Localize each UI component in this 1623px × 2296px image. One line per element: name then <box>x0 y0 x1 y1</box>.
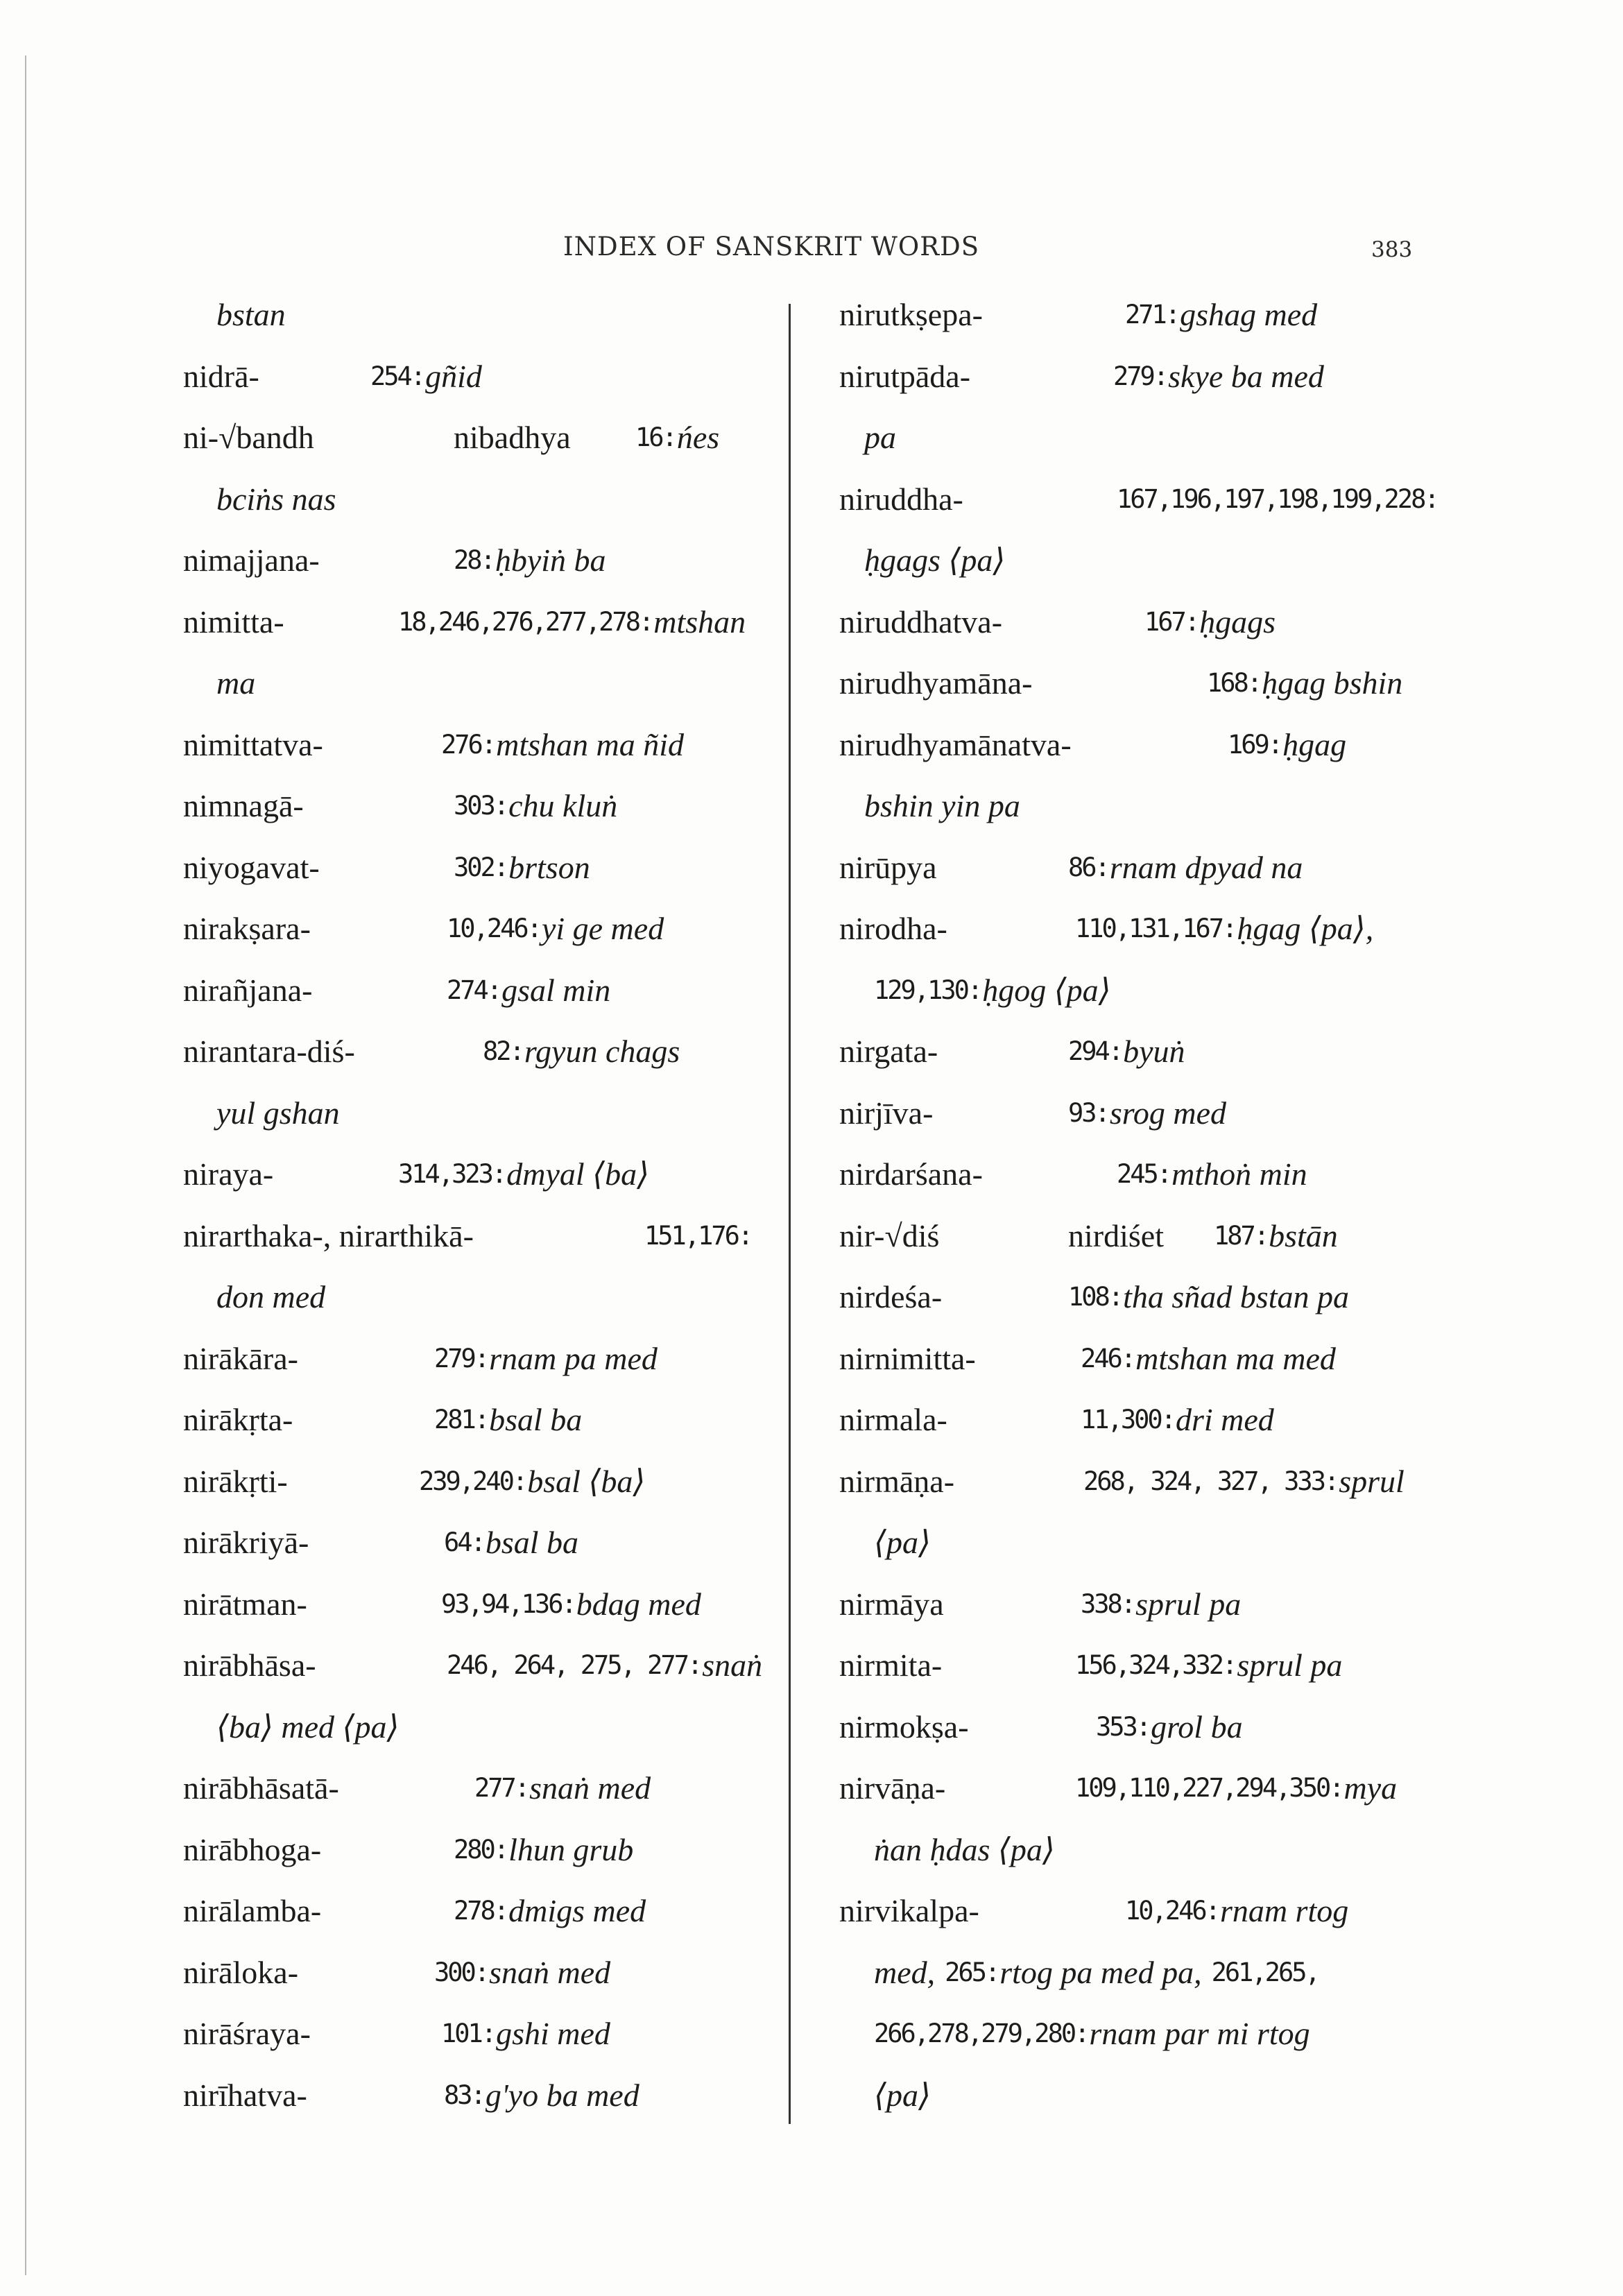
index-entry <box>839 1206 1408 1267</box>
page-refs: 18,246,276,277,278: <box>398 606 653 637</box>
headword: nirābhāsatā- <box>183 1770 339 1806</box>
headword: nirātman- <box>183 1586 307 1622</box>
tibetan-equivalent: mthoṅ min <box>1171 1156 1307 1192</box>
headword: nirvikalpa- <box>839 1893 979 1928</box>
headword: niraya- <box>183 1156 274 1192</box>
headword: nirnimitta- <box>839 1340 976 1376</box>
tibetan-equivalent: brtson <box>508 849 590 885</box>
column-divider <box>789 304 791 2124</box>
page-refs: 101: <box>441 2019 495 2048</box>
headword: nirmokṣa- <box>839 1708 969 1745</box>
index-entry <box>183 714 752 776</box>
headword: nirudhyamāna- <box>839 665 1033 701</box>
index-entry <box>183 1389 752 1451</box>
tibetan-equivalent: gshi med <box>496 2016 610 2051</box>
right-column <box>839 284 1438 2126</box>
tibetan-equivalent: grol ba <box>1151 1708 1243 1745</box>
tibetan-equivalent: gñid <box>425 358 482 394</box>
headword: nirūpya <box>839 849 937 885</box>
index-entry <box>183 1328 752 1390</box>
index-entry <box>839 469 1438 531</box>
headword: nirāśraya- <box>183 2016 311 2051</box>
index-entry <box>839 592 1408 653</box>
index-entry <box>839 1144 1408 1206</box>
tibetan-equivalent: sprul <box>1339 1463 1405 1499</box>
continuation-text: pa <box>864 420 896 455</box>
headword: nirmāya <box>839 1586 944 1622</box>
page-refs: 300: <box>434 1957 488 1987</box>
page-refs: 338: <box>1081 1588 1135 1619</box>
tibetan-equivalent: mtshan <box>653 603 746 640</box>
tibetan-equivalent: bdag med <box>576 1586 701 1622</box>
index-entry <box>183 1758 752 1819</box>
index-entry <box>183 2003 752 2065</box>
tibetan-equivalent: dmigs med <box>508 1893 646 1928</box>
headword: nirantara-diś- <box>183 1034 355 1069</box>
tibetan-equivalent: lhun grub <box>508 1831 634 1867</box>
index-entry <box>839 898 1408 960</box>
tibetan-equivalent: gshag med <box>1180 297 1318 332</box>
index-entry <box>183 960 752 1022</box>
page-refs: 83: <box>444 2080 484 2110</box>
continuation-text: rtog pa med pa, <box>999 1954 1202 1990</box>
tibetan-equivalent: bsal ba <box>485 1525 579 1560</box>
page-refs: 353: <box>1096 1711 1150 1742</box>
index-entry <box>183 1206 752 1267</box>
index-entry <box>183 1635 763 1697</box>
tibetan-equivalent: ḥgag bshin <box>1262 665 1403 701</box>
tibetan-equivalent: snaṅ <box>702 1647 763 1683</box>
index-entry <box>839 1021 1408 1083</box>
continuation-text: yul gshan <box>216 1095 340 1131</box>
tibetan-equivalent: rnam dpyad na <box>1109 849 1303 885</box>
index-entry <box>839 1328 1408 1390</box>
page-refs: 167,196,197,198,199,228: <box>1117 483 1438 514</box>
index-entry <box>183 1021 752 1083</box>
headword: nirālamba- <box>183 1893 322 1928</box>
page-refs: 28: <box>454 545 494 575</box>
tibetan-equivalent: rnam pa med <box>489 1340 658 1376</box>
left-column <box>183 284 763 2126</box>
page-refs: 64: <box>444 1527 484 1557</box>
page-refs: 278: <box>454 1896 508 1926</box>
index-entry <box>183 1267 752 1328</box>
tibetan-equivalent: yi ge med <box>541 911 664 946</box>
tibetan-equivalent: dmyal ⟨ba⟩ <box>506 1156 650 1192</box>
index-entry <box>183 592 752 653</box>
page-refs: 167: <box>1144 606 1199 637</box>
tibetan-equivalent: g'yo ba med <box>485 2077 639 2113</box>
page-refs: 110,131,167: <box>1075 914 1236 943</box>
index-entry <box>839 1881 1408 1942</box>
continuation-text: bshin yin pa <box>864 788 1020 823</box>
headword: nir-√diś <box>839 1217 940 1253</box>
page-refs: 16: <box>635 422 676 452</box>
index-entry <box>839 1758 1408 1819</box>
tibetan-equivalent: rnam rtog <box>1219 1893 1349 1928</box>
tibetan-equivalent: rgyun chags <box>524 1034 680 1069</box>
tibetan-equivalent: snaṅ med <box>489 1954 611 1990</box>
index-entry <box>839 653 1408 714</box>
headword: nirgata- <box>839 1034 938 1069</box>
tibetan-equivalent: ńes <box>676 420 720 455</box>
headword: nirarthaka-, nirarthikā- <box>183 1217 474 1253</box>
page-refs: 279: <box>1113 361 1167 391</box>
continuation-text: ma <box>216 665 256 701</box>
continuation-text: rnam par mi rtog <box>1089 2016 1310 2051</box>
headword: nimnagā- <box>183 788 304 823</box>
tibetan-equivalent: ḥgag ⟨pa⟩, <box>1237 911 1374 946</box>
continuation-text: ⟨pa⟩ <box>874 1525 931 1560</box>
headword: nirudhyamānatva- <box>839 726 1072 762</box>
index-entry <box>183 1512 752 1574</box>
headword: nirutpāda- <box>839 358 971 394</box>
page-refs: 265: <box>945 1957 999 1987</box>
headword: nirākṛta- <box>183 1402 293 1437</box>
index-entry <box>183 1819 752 1881</box>
index-entry <box>839 1512 1408 1574</box>
index-entry <box>839 1083 1408 1145</box>
tibetan-equivalent: bsal ba <box>489 1402 583 1437</box>
index-entry <box>839 1574 1408 1636</box>
index-entry <box>183 653 752 714</box>
index-entry <box>183 407 752 469</box>
headword: nimajjana- <box>183 542 320 578</box>
index-entry <box>183 1881 752 1942</box>
index-entry <box>839 1635 1408 1697</box>
index-entry <box>839 1389 1408 1451</box>
tibetan-equivalent: dri med <box>1175 1402 1274 1437</box>
headword: nirākāra- <box>183 1340 298 1376</box>
page-refs: 109,110,227,294,350: <box>1075 1773 1343 1803</box>
tibetan-equivalent: bsal ⟨ba⟩ <box>527 1463 646 1499</box>
headword: nirmāṇa- <box>839 1463 955 1499</box>
tibetan-equivalent: sprul pa <box>1135 1586 1242 1622</box>
index-entry <box>839 1942 1408 2004</box>
index-entry <box>183 530 752 592</box>
page-refs: 274: <box>447 975 501 1005</box>
headword: nirāloka- <box>183 1954 299 1990</box>
page-refs: 277: <box>474 1773 529 1803</box>
headword: nimittatva- <box>183 726 323 762</box>
page-refs: 271: <box>1125 300 1179 329</box>
headword: niyogavat- <box>183 849 320 885</box>
page-refs: 129,130: <box>874 975 981 1005</box>
page-header <box>0 232 1623 273</box>
tibetan-equivalent: skye ba med <box>1168 358 1324 394</box>
index-entry <box>183 1083 752 1145</box>
page-refs: 168: <box>1207 668 1261 698</box>
derived-form: nirdiśet <box>1068 1217 1164 1253</box>
page-refs: 10,246: <box>447 914 540 943</box>
page-refs: 302: <box>454 852 508 882</box>
page-refs: 280: <box>454 1834 508 1865</box>
page-refs: 254: <box>370 361 424 391</box>
headword: nirodha- <box>839 911 947 946</box>
tibetan-equivalent: snaṅ med <box>529 1770 651 1806</box>
tibetan-equivalent: tha sñad bstan pa <box>1123 1279 1349 1314</box>
page-refs: 93,94,136: <box>441 1588 575 1619</box>
page-refs: 261,265, <box>1211 1957 1319 1987</box>
index-entry <box>839 284 1408 346</box>
index-entry <box>839 837 1408 899</box>
tibetan-equivalent: ḥgags <box>1199 603 1276 640</box>
continuation-text: ḥgog ⟨pa⟩ <box>982 972 1111 1008</box>
index-entry <box>183 346 752 408</box>
page-refs: 266,278,279,280: <box>874 2019 1088 2048</box>
running-head: INDEX OF SANSKRIT WORDS <box>563 232 980 262</box>
page-refs: 245: <box>1117 1159 1171 1189</box>
continuation-text: ḥgags ⟨pa⟩ <box>864 542 1006 578</box>
derived-form: nibadhya <box>454 420 571 455</box>
headword: niruddhatva- <box>839 603 1003 640</box>
index-entry <box>183 2065 752 2127</box>
page-refs: 239,240: <box>419 1466 526 1496</box>
headword: nimitta- <box>183 603 284 640</box>
page-refs: 314,323: <box>398 1159 506 1189</box>
page-refs: 156,324,332: <box>1075 1650 1236 1680</box>
page-refs: 246, 264, 275, 277: <box>447 1650 701 1680</box>
tibetan-equivalent: mtshan ma med <box>1135 1340 1336 1376</box>
headword: nirdarśana- <box>839 1156 983 1192</box>
index-entry <box>839 1819 1408 1881</box>
index-entry <box>839 776 1408 837</box>
headword: nirābhāsa- <box>183 1647 316 1683</box>
page-refs: 187: <box>1214 1220 1268 1251</box>
tibetan-equivalent: ḥbyiṅ ba <box>495 542 606 578</box>
tibetan-equivalent: bstān <box>1269 1217 1338 1253</box>
page-number: 383 <box>1371 237 1413 262</box>
index-entry <box>839 1267 1408 1328</box>
index-entry <box>183 837 752 899</box>
tibetan-equivalent: mya <box>1343 1770 1398 1806</box>
page-refs: 281: <box>434 1405 488 1434</box>
headword: nirañjana- <box>183 972 313 1008</box>
headword: nirmala- <box>839 1402 947 1437</box>
index-entry <box>183 469 752 531</box>
continuation-text: ⟨ba⟩ med ⟨pa⟩ <box>216 1708 400 1745</box>
page-refs: 86: <box>1068 852 1108 882</box>
tibetan-equivalent: ḥgag <box>1282 726 1347 762</box>
index-entry <box>839 1451 1408 1513</box>
page-refs: 82: <box>483 1036 523 1066</box>
page-refs: 246: <box>1081 1343 1135 1373</box>
index-entry <box>183 1451 752 1513</box>
page-edge-line <box>25 55 26 2275</box>
index-entry <box>839 960 1408 1022</box>
page-refs: 10,246: <box>1125 1896 1219 1926</box>
page-refs: 108: <box>1068 1282 1122 1312</box>
continuation-text: ⟨pa⟩ <box>874 2077 931 2113</box>
page-refs: 268, 324, 327, 333: <box>1083 1466 1338 1496</box>
index-entry <box>183 1144 752 1206</box>
headword: nidrā- <box>183 358 259 394</box>
page-refs: 151,176: <box>644 1220 752 1251</box>
page-refs: 303: <box>454 791 508 821</box>
page-refs: 294: <box>1068 1036 1122 1066</box>
headword: nirākriyā- <box>183 1525 309 1560</box>
page-refs: 279: <box>434 1343 488 1373</box>
tibetan-equivalent: srog med <box>1109 1095 1227 1131</box>
index-entry <box>839 346 1408 408</box>
index-entry <box>183 284 752 346</box>
index-entry <box>839 2003 1408 2065</box>
page-refs: 169: <box>1228 729 1282 760</box>
headword: niruddha- <box>839 481 963 517</box>
tibetan-equivalent: mtshan ma ñid <box>496 726 685 762</box>
page-refs: 276: <box>441 729 495 760</box>
headword: nirjīva- <box>839 1095 934 1131</box>
headword: nirutkṣepa- <box>839 297 983 332</box>
index-entry <box>183 1574 752 1636</box>
tibetan-equivalent: byuṅ <box>1123 1034 1185 1069</box>
index-entry <box>183 1942 752 2004</box>
page-refs: 93: <box>1068 1097 1108 1128</box>
continuation-text: med, <box>874 1954 936 1990</box>
index-entry <box>183 1697 752 1758</box>
index-entry <box>839 714 1408 776</box>
index-entry <box>839 1697 1408 1758</box>
headword: nirmita- <box>839 1647 943 1683</box>
headword: nirdeśa- <box>839 1279 943 1314</box>
continuation-text: bciṅs nas <box>216 481 336 517</box>
headword: nirakṣara- <box>183 911 311 946</box>
tibetan-equivalent: sprul pa <box>1237 1647 1343 1683</box>
headword: ni-√bandh <box>183 420 314 455</box>
headword: nirābhoga- <box>183 1831 322 1867</box>
tibetan-equivalent: chu kluṅ <box>508 788 618 823</box>
index-entry <box>839 530 1408 592</box>
continuation-text: bstan <box>216 297 286 332</box>
continuation-text: ṅan ḥdas ⟨pa⟩ <box>874 1831 1055 1867</box>
index-entry <box>839 407 1408 469</box>
continuation-text: don med <box>216 1279 326 1314</box>
headword: nirvāṇa- <box>839 1770 946 1806</box>
page-refs: 11,300: <box>1081 1405 1174 1434</box>
index-entry <box>183 898 752 960</box>
headword: nirīhatva- <box>183 2077 307 2113</box>
index-entry <box>839 2065 1408 2127</box>
index-entry <box>183 776 752 837</box>
headword: nirākṛti- <box>183 1463 288 1499</box>
tibetan-equivalent: gsal min <box>501 972 611 1008</box>
